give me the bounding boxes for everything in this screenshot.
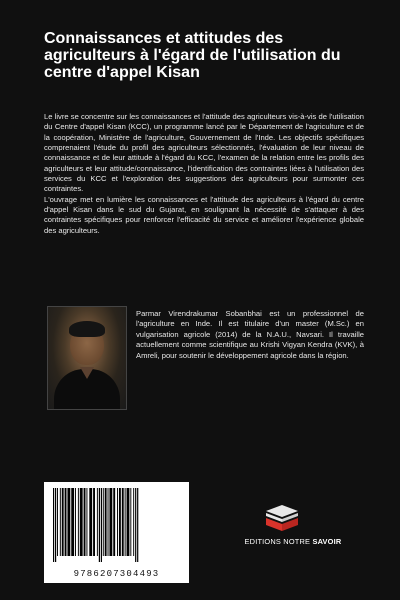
open-book-logo-icon — [262, 503, 302, 533]
book-description — [44, 112, 364, 236]
description-paragraph: L'ouvrage met en lumière les connaissances et l'attitude des agriculteurs à l'égard du centre d'appel Kisan dans le sud du Gujarat, en soulignant la nécessité de s'attaquer à des contraintes spécifiques pour renforcer l'efficacité du service et améliorer l'expérience globale des agriculteurs. — [44, 194, 364, 235]
isbn-number: 9786207304493 — [73, 569, 160, 579]
publisher-name — [238, 537, 348, 546]
author-photo — [47, 306, 127, 410]
author-bio: Parmar Virendrakumar Sobanbhai est un professionnel de l'agriculture en Inde. Il est titulaire d'un master (M.Sc.) en vulgarisation agricole (2014) de la N.A.U., Navsari. Il travaille actuellement comme scientifique au Krishi Vigyan Kendra (KVK), à Amreli, pour soutenir le développement agricole dans la région. — [136, 309, 364, 360]
book-title: Connaissances et attitudes des agriculteurs à l'égard de l'utilisation du centre d'appel Kisan — [44, 30, 341, 81]
barcode-icon — [49, 488, 184, 562]
isbn-barcode — [44, 482, 189, 583]
publisher-prefix: EDITIONS NOTRE — [244, 537, 313, 546]
publisher-emphasis: SAVOIR — [312, 537, 342, 546]
description-paragraph: Le livre se concentre sur les connaissances et l'attitude des agriculteurs vis-à-vis de l'utilisation du Centre d'appel Kisan (KCC), un programme lancé par le Département de l'agriculture et de la coopération, Ministère de l'agriculture, Gouvernement de l'Inde. Les objectifs spécifiques comprenaient l'étude du profil des agriculteurs sélectionnés, l'évaluation de leur niveau de connaissance et de leur attitude à l'égard du KCC, l'examen de la relation entre les profils des agriculteurs et leur attitude/connaissance, l'identification des contraintes liées à l'utilisation des services du KCC et l'exploration des suggestions des agriculteurs pour surmonter ces contraintes. — [44, 112, 364, 194]
